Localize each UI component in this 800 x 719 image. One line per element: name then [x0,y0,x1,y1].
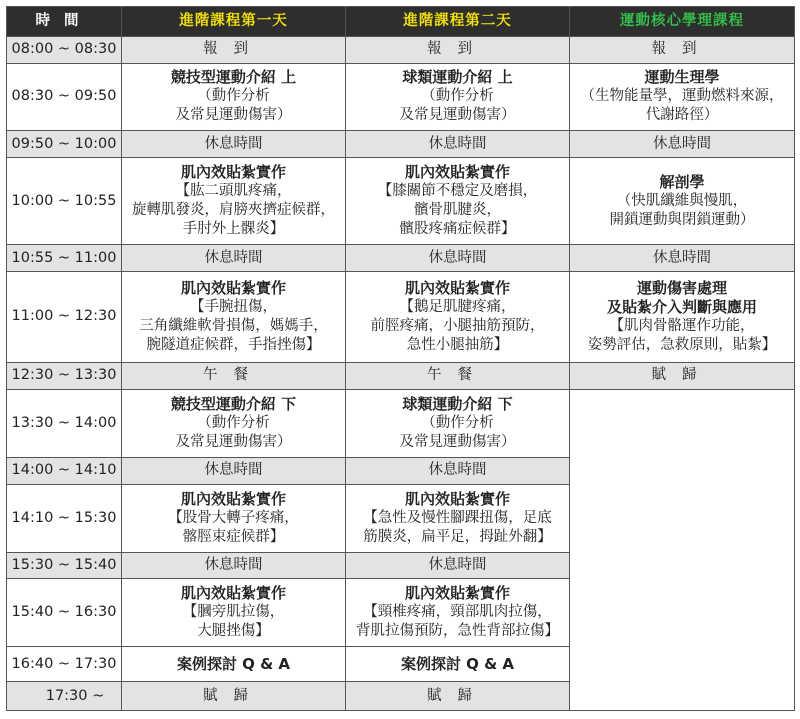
session-cell: 肌內效貼紮實作 【股骨大轉子疼痛， 髂脛束症候群】 [122,484,346,552]
schedule-table [6,6,795,711]
session-cell: 肌內效貼紮實作 【膝關節不穩定及磨損， 髕骨肌腱炎， 髕股疼痛症候群】 [346,158,570,245]
header-row [7,7,795,37]
break-cell: 休息時間 [122,131,346,158]
qa-cell: 案例探討 Q & A [122,647,346,682]
time-cell: 14:00 ~ 14:10 [7,458,122,485]
session-cell: 肌內效貼紮實作 【鵝足肌腱疼痛， 前脛疼痛，小腿抽筋預防， 急性小腿抽筋】 [346,272,570,362]
break-cell: 休息時間 [346,245,570,272]
qa-cell: 案例探討 Q & A [346,647,570,682]
break-cell: 休息時間 [122,552,346,579]
session-cell: 競技型運動介紹 下 （動作分析 及常見運動傷害） [122,390,346,458]
header-time: 時間 [7,7,122,37]
checkin-cell: 報到 [346,36,570,63]
session-cell: 運動傷害處理 及貼紮介入判斷與應用 【肌肉骨骼運作功能， 姿勢評估，急救原則，貼紮】 [570,272,795,362]
session-cell: 肌內效貼紮實作 【肱二頭肌疼痛， 旋轉肌發炎，肩膀夾擠症候群， 手肘外上髁炎】 [122,158,346,245]
session-cell: 肌內效貼紮實作 【急性及慢性腳踝扭傷，足底 筋膜炎，扁平足，拇趾外翻】 [346,484,570,552]
session-cell: 競技型運動介紹 上 （動作分析 及常見運動傷害） [122,63,346,131]
break-cell: 休息時間 [122,245,346,272]
table-row [7,390,795,458]
checkin-cell: 報到 [570,36,795,63]
time-cell: 08:30 ~ 09:50 [7,63,122,131]
break-cell: 休息時間 [122,458,346,485]
break-cell: 休息時間 [570,131,795,158]
lunch-cell: 午餐 [122,362,346,390]
table-row [7,272,795,362]
core-empty-cell [570,390,795,711]
session-cell: 解剖學 （快肌纖維與慢肌， 開鎖運動與閉鎖運動） [570,158,795,245]
time-cell: 09:50 ~ 10:00 [7,131,122,158]
time-cell: 13:30 ~ 14:00 [7,390,122,458]
dismiss-cell: 賦歸 [570,362,795,390]
session-cell: 球類運動介紹 上 （動作分析 及常見運動傷害） [346,63,570,131]
table-row [7,63,795,131]
break-cell: 休息時間 [570,245,795,272]
dismiss-cell: 賦歸 [346,682,570,711]
time-cell: 14:10 ~ 15:30 [7,484,122,552]
break-cell: 休息時間 [346,458,570,485]
time-cell: 11:00 ~ 12:30 [7,272,122,362]
time-cell: 17:30 ~ [7,682,122,711]
time-cell: 10:55 ~ 11:00 [7,245,122,272]
session-cell: 肌內效貼紮實作 【手腕扭傷， 三角纖維軟骨損傷，媽媽手， 腕隧道症候群，手指挫傷】 [122,272,346,362]
lunch-cell: 午餐 [346,362,570,390]
time-cell: 15:30 ~ 15:40 [7,552,122,579]
table-row [7,245,795,272]
time-cell: 12:30 ~ 13:30 [7,362,122,390]
dismiss-cell: 賦歸 [122,682,346,711]
session-cell: 肌內效貼紮實作 【頸椎疼痛，頸部肌肉拉傷， 背肌拉傷預防，急性背部拉傷】 [346,579,570,647]
table-row [7,158,795,245]
header-day1: 進階課程第一天 [122,7,346,37]
session-cell: 球類運動介紹 下 （動作分析 及常見運動傷害） [346,390,570,458]
checkin-cell: 報到 [122,36,346,63]
break-cell: 休息時間 [346,552,570,579]
table-row [7,131,795,158]
table-row [7,36,795,63]
time-cell: 15:40 ~ 16:30 [7,579,122,647]
header-core: 運動核心學理課程 [570,7,795,37]
time-cell: 10:00 ~ 10:55 [7,158,122,245]
header-day2: 進階課程第二天 [346,7,570,37]
session-cell: 肌內效貼紮實作 【膕旁肌拉傷， 大腿挫傷】 [122,579,346,647]
time-cell: 08:00 ~ 08:30 [7,36,122,63]
break-cell: 休息時間 [346,131,570,158]
session-cell: 運動生理學 （生物能量學，運動燃料來源， 代謝路徑） [570,63,795,131]
table-row [7,362,795,390]
time-cell: 16:40 ~ 17:30 [7,647,122,682]
